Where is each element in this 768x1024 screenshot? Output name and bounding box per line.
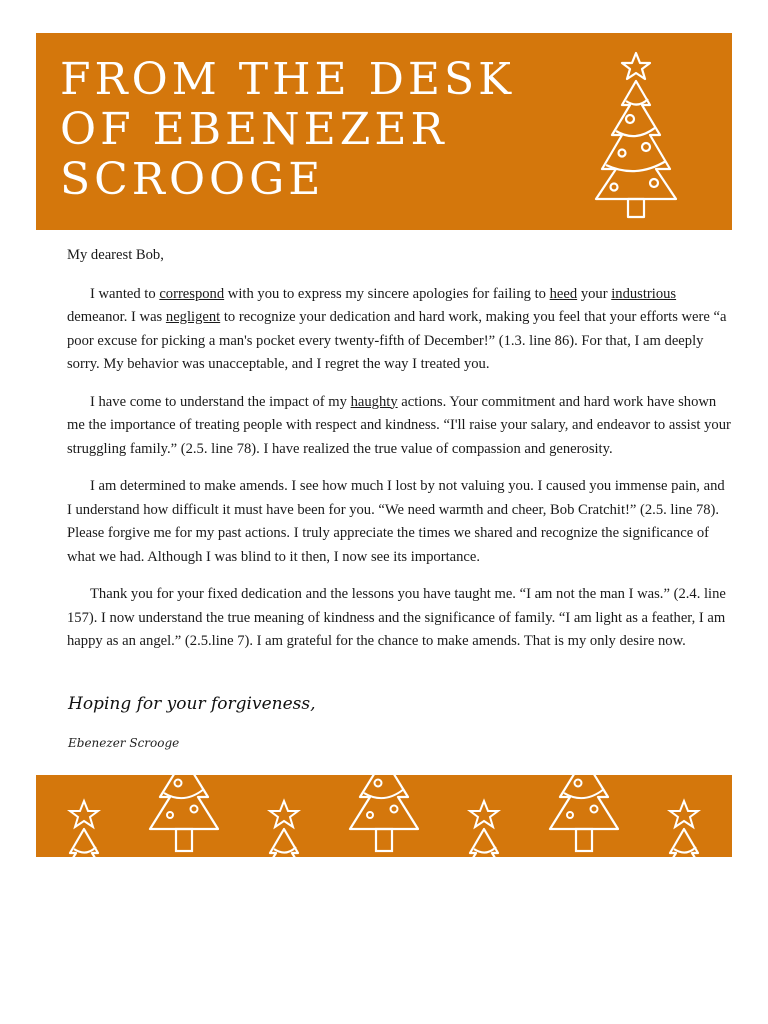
paragraph-text: Thank you for your fixed dedication and the lessons you have taught me. “I am not the man I was.” (2.4. line 157). I now understand the true meaning of kindness and the significance of family. “I am light as a feather, I am happy as an angel.” (2.5.line 7). I am grateful for the chance to make amends. That is my only desire now. xyxy=(67,586,726,649)
letter-paragraph xyxy=(67,583,732,654)
tree-pattern xyxy=(36,775,732,857)
paragraph-text: demeanor. I was xyxy=(67,309,166,325)
paragraph-text: I have come to understand the impact of my xyxy=(90,393,351,410)
christmas-tree-icon xyxy=(550,775,618,851)
signature: Ebenezer Scrooge xyxy=(68,736,180,750)
paragraph-text: I wanted to xyxy=(90,285,160,302)
footer-banner xyxy=(36,775,732,857)
page-title: FROM THE DESK OF EBENEZER SCROOGE xyxy=(60,54,516,205)
christmas-tree-icon xyxy=(150,775,218,851)
vocabulary-word: haughty xyxy=(350,393,398,410)
christmas-tree-icon xyxy=(50,801,118,857)
vocabulary-word: industrious xyxy=(611,285,677,302)
letter-paragraphs xyxy=(67,283,732,654)
christmas-tree-icon xyxy=(450,801,518,857)
header-banner xyxy=(36,33,732,230)
christmas-tree-icon xyxy=(592,49,680,219)
salutation: My dearest Bob, xyxy=(67,247,164,263)
christmas-tree-icon xyxy=(350,775,418,851)
closing-line: Hoping for your forgiveness, xyxy=(68,694,316,714)
paragraph-text: I am determined to make amends. I see how much I lost by not valuing you. I caused you immense pain, and I understand how difficult it must have been for you. “We need warmth and cheer, Bob Cratchit!” (2.5. line 78). Please forgive me for my past actions. I truly appreciate the times we shared and recognize the significance of what we had. Although I was blind to it then, I now see its importance. xyxy=(67,478,725,565)
vocabulary-word: heed xyxy=(549,285,578,302)
letter-paragraph xyxy=(67,391,732,462)
vocabulary-word: correspond xyxy=(159,285,225,302)
letter-paragraph xyxy=(67,475,732,569)
vocabulary-word: negligent xyxy=(165,309,221,325)
paragraph-text: with you to express my sincere apologies for failing to xyxy=(224,285,550,302)
paragraph-text: to recognize your dedication and hard work, making you feel that your efforts were “a poor excuse for picking a man's pocket every twenty-fifth of December!” (1.3. line 86). For that, I am deeply sorry. My behavior was unacceptable, and I regret the way I treated you. xyxy=(67,309,727,372)
paragraph-text: your xyxy=(577,285,612,302)
letter-paragraph xyxy=(67,283,732,377)
christmas-tree-icon xyxy=(250,801,318,857)
letter-body xyxy=(67,244,732,668)
christmas-tree-icon xyxy=(650,801,718,857)
paragraph-text: actions. Your commitment and hard work have shown me the importance of treating people with respect and kindness. “I'll raise your salary, and endeavor to assist your struggling family.” (2.5. line 78). I have realized the true value of compassion and generosity. xyxy=(67,393,731,457)
